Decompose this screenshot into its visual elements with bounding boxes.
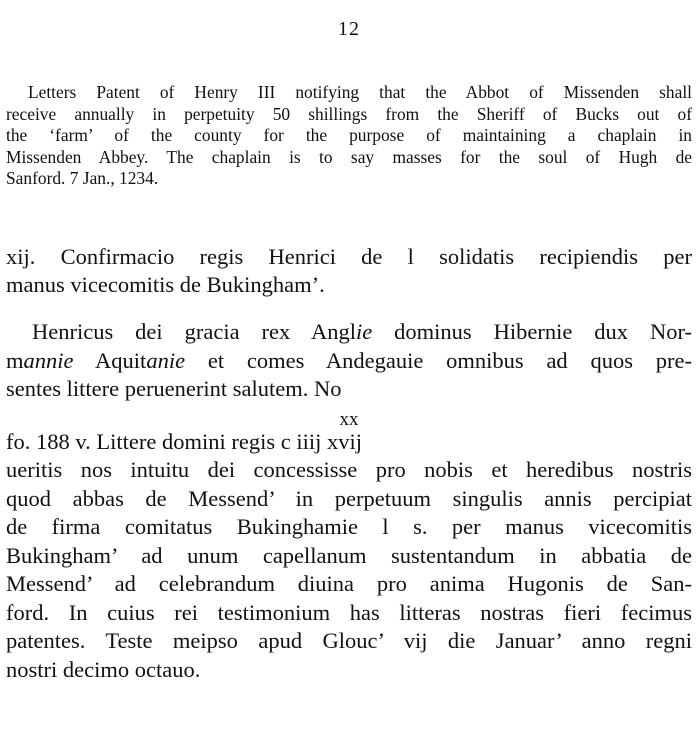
charter-line: patentes. Teste meipso apud Glouc’ vij die Januar’ anno regni (6, 628, 692, 653)
charter-line: de firma comitatus Bukinghamie l s. per manus vicecomitis (6, 514, 692, 539)
summary-line: the ‘farm’ of the county for the purpose of maintaining a chaplain in (6, 125, 692, 145)
summary-line: Sanford. 7 Jan., 1234. (6, 168, 159, 188)
charter-heading (6, 243, 692, 299)
page-number: 12 (338, 18, 360, 40)
summary-line: Letters Patent of Henry III notifying that the Abbot of Missenden shall (28, 82, 692, 102)
charter-body (6, 456, 692, 684)
charter-line: mannie Aquitanie et comes Andegauie omnibus ad quos pre- (6, 347, 692, 373)
heading-line: xij. Confirmacio regis Henrici de l solidatis recipiendis per (6, 244, 692, 269)
charter-line: Bukingham’ ad unum capellanum sustentandum in abbatia de (6, 542, 692, 568)
charter-line: ueritis nos intuitu dei concessisse pro nobis et heredibus nostris (6, 457, 692, 482)
heading-line: manus vicecomitis de Bukingham’. (6, 272, 325, 297)
folio-marker: xx (339, 409, 359, 430)
english-summary (6, 82, 692, 190)
charter-line: sentes littere peruenerint salutem. No (6, 376, 342, 401)
charter-line: nostri decimo octauo. (6, 656, 201, 682)
summary-line: receive annually in perpetuity 50 shillings from the Sheriff of Bucks out of (6, 103, 692, 124)
charter-line: Messend’ ad celebrandum diuina pro anima Hugonis de San- (6, 571, 692, 596)
charter-line: quod abbas de Messend’ in perpetuum singulis annis percipiat (6, 485, 692, 511)
charter-line: Henricus dei gracia rex Anglie dominus Hibernie dux Nor- (32, 319, 693, 344)
charter-line: ford. In cuius rei testimonium has litteras nostras fieri fecimus (6, 599, 692, 625)
folio-reference: fo. 188 v. Littere domini regis c iiij xvij (6, 429, 362, 454)
charter-opening (6, 318, 692, 404)
summary-line: Missenden Abbey. The chaplain is to say masses for the soul of Hugh de (6, 146, 692, 167)
